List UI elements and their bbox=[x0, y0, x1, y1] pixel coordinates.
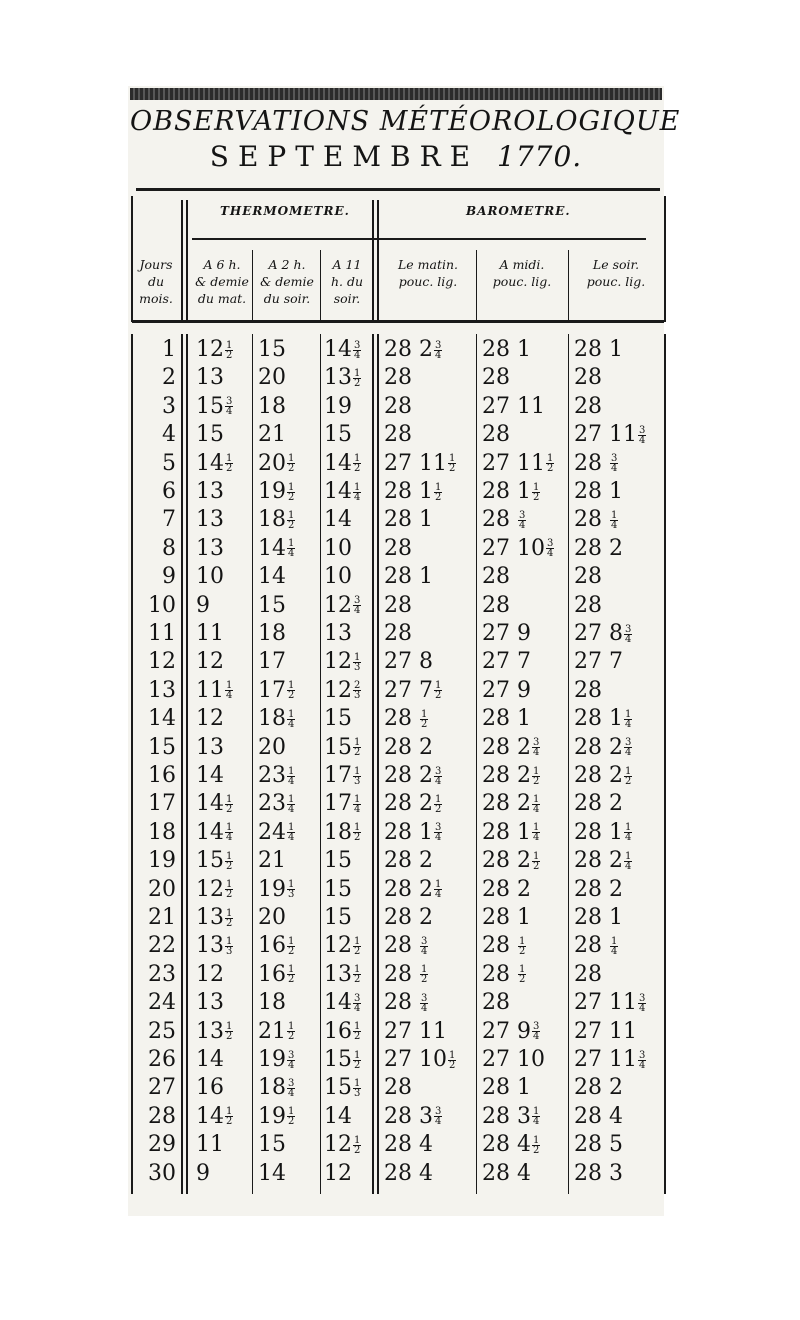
observation-cell: 13 $\frac{1}{3}$ bbox=[196, 933, 233, 959]
column-divider bbox=[131, 196, 133, 322]
day-number: 19 bbox=[148, 848, 176, 874]
column-divider bbox=[320, 334, 321, 1194]
observation-cell: 28 3 bbox=[574, 1160, 623, 1186]
day-number: 16 bbox=[148, 763, 176, 788]
observation-cell: 12 $\frac{1}{2}$ bbox=[324, 1132, 361, 1158]
observation-cell: 14 $\frac{1}{2}$ bbox=[196, 1103, 233, 1129]
observation-cell: 17 $\frac{1}{3}$ bbox=[324, 763, 361, 788]
day-number: 22 bbox=[148, 933, 176, 959]
observation-cell: 28 3 $\frac{1}{4}$ bbox=[482, 1103, 540, 1129]
observation-cell: 28 $\frac{1}{2}$ bbox=[384, 961, 428, 987]
observation-cell: 28 bbox=[574, 393, 602, 419]
observation-cell: 28 1 bbox=[482, 1075, 531, 1101]
observation-cell: 27 7 bbox=[574, 649, 623, 675]
day-number: 29 bbox=[148, 1132, 176, 1158]
observation-cell: 16 bbox=[196, 1075, 224, 1101]
observation-cell: 13 bbox=[196, 734, 224, 760]
column-divider bbox=[476, 334, 477, 1194]
observation-cell: 15 bbox=[324, 848, 352, 874]
observation-cell: 28 2 bbox=[574, 876, 623, 902]
observation-cell: 28 1 $\frac{1}{4}$ bbox=[574, 819, 632, 845]
column-divider bbox=[377, 334, 379, 1194]
page-subtitle bbox=[130, 140, 662, 173]
column-header-bm: Le matin. pouc. lig. bbox=[397, 257, 459, 289]
column-divider bbox=[476, 250, 477, 322]
observation-cell: 28 1 bbox=[384, 507, 433, 533]
observation-cell: 13 $\frac{1}{2}$ bbox=[196, 905, 233, 930]
observation-cell: 28 2 $\frac{1}{2}$ bbox=[574, 763, 632, 788]
observation-cell: 28 2 $\frac{1}{4}$ bbox=[574, 848, 632, 874]
observation-cell: 15 bbox=[324, 905, 352, 930]
observation-cell: 28 1 bbox=[574, 479, 623, 504]
day-number: 21 bbox=[148, 905, 176, 930]
observation-cell: 21 $\frac{1}{2}$ bbox=[258, 1018, 295, 1044]
observation-cell: 18 $\frac{1}{2}$ bbox=[324, 819, 361, 845]
top-border-ornament bbox=[130, 88, 662, 100]
observation-cell: 28 bbox=[482, 365, 510, 391]
observation-cell: 27 10 bbox=[482, 1047, 545, 1072]
observation-cell: 15 bbox=[196, 422, 224, 448]
year-label: 1770. bbox=[497, 140, 583, 173]
observation-cell: 19 bbox=[324, 393, 352, 419]
observation-cell: 15 bbox=[258, 337, 286, 362]
observation-cell: 13 $\frac{1}{2}$ bbox=[196, 1018, 233, 1044]
observation-cell: 27 11 bbox=[482, 393, 545, 419]
observation-cell: 28 1 $\frac{1}{2}$ bbox=[482, 479, 540, 504]
observation-cell: 15 $\frac{1}{2}$ bbox=[196, 848, 233, 874]
observation-cell: 20 bbox=[258, 734, 286, 760]
observation-cell: 16 $\frac{1}{2}$ bbox=[258, 961, 295, 987]
column-divider bbox=[181, 200, 183, 322]
column-divider bbox=[568, 334, 569, 1194]
column-divider bbox=[664, 196, 666, 322]
observation-cell: 28 bbox=[384, 592, 412, 618]
observation-cell: 15 $\frac{1}{2}$ bbox=[324, 1047, 361, 1072]
observation-cell: 18 $\frac{1}{4}$ bbox=[258, 706, 295, 732]
observation-cell: 18 bbox=[258, 990, 286, 1016]
observation-cell: 12 $\frac{1}{2}$ bbox=[196, 876, 233, 902]
observation-cell: 14 bbox=[196, 763, 224, 788]
observation-cell: 18 bbox=[258, 621, 286, 646]
observation-cell: 15 bbox=[324, 422, 352, 448]
page-title: OBSERVATIONS MÉTÉOROLOGIQUE bbox=[130, 106, 681, 137]
observation-cell: 28 $\frac{3}{4}$ bbox=[384, 933, 428, 959]
observation-cell: 19 $\frac{1}{3}$ bbox=[258, 876, 295, 902]
day-number: 27 bbox=[148, 1075, 176, 1101]
observation-cell: 28 1 bbox=[384, 564, 433, 590]
observation-cell: 12 bbox=[324, 1160, 352, 1186]
observation-cell: 28 1 bbox=[482, 337, 531, 362]
observation-cell: 28 $\frac{3}{4}$ bbox=[574, 450, 618, 476]
observation-cell: 27 11 bbox=[384, 1018, 447, 1044]
observation-cell: 14 $\frac{3}{4}$ bbox=[324, 337, 361, 362]
observation-cell: 17 bbox=[258, 649, 286, 675]
column-header-t6: A 6 h. & demie du mat. bbox=[195, 257, 249, 306]
observation-cell: 27 8 $\frac{3}{4}$ bbox=[574, 621, 632, 646]
observation-cell: 28 2 $\frac{1}{4}$ bbox=[384, 876, 442, 902]
observation-cell: 14 $\frac{3}{4}$ bbox=[324, 990, 361, 1016]
observation-cell: 11 bbox=[196, 621, 224, 646]
observation-cell: 28 $\frac{1}{2}$ bbox=[482, 933, 526, 959]
observation-cell: 28 2 $\frac{1}{2}$ bbox=[482, 848, 540, 874]
day-number: 11 bbox=[148, 621, 176, 646]
observation-cell: 14 $\frac{1}{4}$ bbox=[196, 819, 233, 845]
observation-cell: 27 11 $\frac{3}{4}$ bbox=[574, 422, 646, 448]
day-number: 8 bbox=[162, 535, 176, 561]
observation-cell: 28 2 bbox=[574, 791, 623, 817]
observation-cell: 9 bbox=[196, 1160, 210, 1186]
observation-cell: 27 7 bbox=[482, 649, 531, 675]
column-header-t2: A 2 h. & demie du soir. bbox=[260, 257, 314, 306]
observation-cell: 13 bbox=[196, 479, 224, 504]
observation-cell: 28 1 $\frac{1}{4}$ bbox=[482, 819, 540, 845]
day-number: 25 bbox=[148, 1018, 176, 1044]
observation-cell: 18 $\frac{1}{2}$ bbox=[258, 507, 295, 533]
observation-cell: 28 1 bbox=[482, 706, 531, 732]
day-number: 7 bbox=[162, 507, 176, 533]
observation-cell: 28 bbox=[384, 535, 412, 561]
observation-cell: 9 bbox=[196, 592, 210, 618]
observation-cell: 14 $\frac{1}{4}$ bbox=[324, 479, 361, 504]
observation-cell: 28 2 $\frac{3}{4}$ bbox=[384, 337, 442, 362]
observation-cell: 28 $\frac{1}{2}$ bbox=[482, 961, 526, 987]
observation-cell: 21 bbox=[258, 848, 286, 874]
observation-cell: 28 4 bbox=[384, 1160, 433, 1186]
day-number: 12 bbox=[148, 649, 176, 675]
observation-cell: 23 $\frac{1}{4}$ bbox=[258, 791, 295, 817]
observation-cell: 13 bbox=[196, 535, 224, 561]
observation-cell: 28 1 $\frac{1}{2}$ bbox=[384, 479, 442, 504]
observation-cell: 28 2 $\frac{1}{2}$ bbox=[384, 791, 442, 817]
observation-cell: 28 1 bbox=[574, 337, 623, 362]
observation-cell: 28 bbox=[574, 961, 602, 987]
column-divider bbox=[664, 334, 666, 1194]
observation-cell: 19 $\frac{3}{4}$ bbox=[258, 1047, 295, 1072]
observation-cell: 28 $\frac{3}{4}$ bbox=[384, 990, 428, 1016]
observation-cell: 14 $\frac{1}{2}$ bbox=[196, 450, 233, 476]
observation-cell: 28 3 $\frac{3}{4}$ bbox=[384, 1103, 442, 1129]
column-divider bbox=[131, 334, 133, 1194]
column-divider bbox=[181, 334, 183, 1194]
observation-cell: 28 4 bbox=[384, 1132, 433, 1158]
observation-cell: 28 bbox=[482, 592, 510, 618]
observation-cell: 28 bbox=[574, 365, 602, 391]
day-number: 28 bbox=[148, 1103, 176, 1129]
observation-cell: 14 $\frac{1}{2}$ bbox=[324, 450, 361, 476]
observation-cell: 15 $\frac{1}{2}$ bbox=[324, 734, 361, 760]
observation-cell: 27 11 $\frac{1}{2}$ bbox=[482, 450, 554, 476]
day-number: 3 bbox=[162, 393, 176, 419]
observation-cell: 13 $\frac{1}{2}$ bbox=[324, 961, 361, 987]
observation-cell: 14 $\frac{1}{4}$ bbox=[258, 535, 295, 561]
observation-cell: 14 $\frac{1}{2}$ bbox=[196, 791, 233, 817]
observation-cell: 20 bbox=[258, 365, 286, 391]
observation-cell: 12 bbox=[196, 706, 224, 732]
day-number: 14 bbox=[148, 706, 176, 732]
observation-cell: 12 bbox=[196, 961, 224, 987]
day-number: 23 bbox=[148, 961, 176, 987]
column-header-bmid: A midi. pouc. lig. bbox=[492, 257, 552, 289]
observation-cell: 27 8 bbox=[384, 649, 433, 675]
observation-cell: 12 $\frac{1}{2}$ bbox=[196, 337, 233, 362]
observation-cell: 28 1 $\frac{3}{4}$ bbox=[384, 819, 442, 845]
day-number: 2 bbox=[162, 365, 176, 391]
column-divider bbox=[372, 200, 374, 322]
day-number: 15 bbox=[148, 734, 176, 760]
observation-cell: 14 bbox=[258, 564, 286, 590]
observation-cell: 28 2 bbox=[384, 734, 433, 760]
observation-cell: 28 bbox=[482, 564, 510, 590]
day-number: 24 bbox=[148, 990, 176, 1016]
observation-cell: 10 bbox=[196, 564, 224, 590]
column-header-bs: Le soir. pouc. lig. bbox=[586, 257, 646, 289]
observation-cell: 17 $\frac{1}{2}$ bbox=[258, 677, 295, 703]
observation-cell: 28 bbox=[384, 1075, 412, 1101]
day-number: 5 bbox=[162, 450, 176, 476]
observation-cell: 28 4 $\frac{1}{2}$ bbox=[482, 1132, 540, 1158]
observation-cell: 15 bbox=[324, 876, 352, 902]
group-rule bbox=[192, 238, 646, 240]
observation-cell: 27 11 $\frac{1}{2}$ bbox=[384, 450, 456, 476]
observation-cell: 10 bbox=[324, 535, 352, 561]
observation-cell: 28 bbox=[482, 422, 510, 448]
observation-cell: 15 bbox=[324, 706, 352, 732]
day-number: 26 bbox=[148, 1047, 176, 1072]
day-number: 10 bbox=[148, 592, 176, 618]
observation-cell: 28 4 bbox=[482, 1160, 531, 1186]
observation-cell: 27 9 bbox=[482, 621, 531, 646]
observation-cell: 12 bbox=[196, 649, 224, 675]
observation-cell: 15 bbox=[258, 1132, 286, 1158]
observation-cell: 18 $\frac{3}{4}$ bbox=[258, 1075, 295, 1101]
observation-cell: 13 bbox=[196, 365, 224, 391]
observation-cell: 28 $\frac{3}{4}$ bbox=[482, 507, 526, 533]
observation-cell: 28 2 bbox=[574, 1075, 623, 1101]
column-divider bbox=[568, 250, 569, 322]
day-number: 6 bbox=[162, 479, 176, 504]
day-number: 1 bbox=[162, 337, 176, 362]
day-number: 9 bbox=[162, 564, 176, 590]
observation-cell: 23 $\frac{1}{4}$ bbox=[258, 763, 295, 788]
observation-cell: 28 2 $\frac{3}{4}$ bbox=[384, 763, 442, 788]
column-header-jour: Jours du mois. bbox=[139, 257, 173, 306]
observation-cell: 16 $\frac{1}{2}$ bbox=[324, 1018, 361, 1044]
observation-cell: 15 $\frac{3}{4}$ bbox=[196, 393, 233, 419]
observation-cell: 28 bbox=[384, 393, 412, 419]
day-number: 20 bbox=[148, 876, 176, 902]
observation-cell: 28 1 bbox=[574, 905, 623, 930]
observation-cell: 18 bbox=[258, 393, 286, 419]
observation-cell: 24 $\frac{1}{4}$ bbox=[258, 819, 295, 845]
observation-cell: 28 $\frac{1}{4}$ bbox=[574, 933, 618, 959]
observation-cell: 28 bbox=[384, 365, 412, 391]
observation-cell: 16 $\frac{1}{2}$ bbox=[258, 933, 295, 959]
day-number: 17 bbox=[148, 791, 176, 817]
observation-cell: 12 $\frac{1}{2}$ bbox=[324, 933, 361, 959]
observation-cell: 28 $\frac{1}{4}$ bbox=[574, 507, 618, 533]
column-divider bbox=[320, 250, 321, 322]
observation-cell: 15 $\frac{1}{3}$ bbox=[324, 1075, 361, 1101]
observation-cell: 28 bbox=[574, 677, 602, 703]
day-number: 30 bbox=[148, 1160, 176, 1186]
header-rule-bottom bbox=[132, 320, 664, 323]
column-divider bbox=[372, 334, 374, 1194]
observation-cell: 20 bbox=[258, 905, 286, 930]
observation-cell: 14 bbox=[258, 1160, 286, 1186]
day-number: 4 bbox=[162, 422, 176, 448]
observation-cell: 28 2 bbox=[482, 876, 531, 902]
day-number: 13 bbox=[148, 677, 176, 703]
header-rule-top bbox=[136, 188, 660, 191]
group-label-thermometre: THERMOMETRE. bbox=[220, 204, 350, 218]
column-header-t11: A 11 h. du soir. bbox=[330, 257, 364, 306]
observation-cell: 28 bbox=[574, 592, 602, 618]
observation-cell: 19 $\frac{1}{2}$ bbox=[258, 479, 295, 504]
column-divider bbox=[252, 334, 253, 1194]
observation-cell: 28 2 bbox=[384, 905, 433, 930]
observation-cell: 27 11 $\frac{3}{4}$ bbox=[574, 990, 646, 1016]
observation-cell: 19 $\frac{1}{2}$ bbox=[258, 1103, 295, 1129]
observation-cell: 13 bbox=[196, 990, 224, 1016]
observation-cell: 27 9 bbox=[482, 677, 531, 703]
observation-cell: 28 2 bbox=[384, 848, 433, 874]
observation-cell: 21 bbox=[258, 422, 286, 448]
column-divider bbox=[252, 250, 253, 322]
column-divider bbox=[377, 200, 379, 322]
observation-cell: 17 $\frac{1}{4}$ bbox=[324, 791, 361, 817]
observation-cell: 11 bbox=[196, 1132, 224, 1158]
observation-cell: 12 $\frac{1}{3}$ bbox=[324, 649, 361, 675]
group-label-barometre: BAROMETRE. bbox=[466, 204, 571, 218]
observation-cell: 28 2 bbox=[574, 535, 623, 561]
observation-cell: 28 2 $\frac{3}{4}$ bbox=[482, 734, 540, 760]
observation-cell: 27 9 $\frac{3}{4}$ bbox=[482, 1018, 540, 1044]
observation-cell: 28 $\frac{1}{2}$ bbox=[384, 706, 428, 732]
observation-cell: 28 bbox=[384, 621, 412, 646]
observation-cell: 27 10 $\frac{3}{4}$ bbox=[482, 535, 554, 561]
observation-cell: 13 bbox=[196, 507, 224, 533]
observation-cell: 20 $\frac{1}{2}$ bbox=[258, 450, 295, 476]
observation-cell: 28 bbox=[574, 564, 602, 590]
observation-cell: 28 bbox=[384, 422, 412, 448]
observation-cell: 28 1 bbox=[482, 905, 531, 930]
observation-cell: 12 $\frac{3}{4}$ bbox=[324, 592, 361, 618]
observation-cell: 27 11 bbox=[574, 1018, 637, 1044]
observation-cell: 27 11 $\frac{3}{4}$ bbox=[574, 1047, 646, 1072]
observation-cell: 13 bbox=[324, 621, 352, 646]
observation-cell: 15 bbox=[258, 592, 286, 618]
observation-cell: 28 4 bbox=[574, 1103, 623, 1129]
observation-cell: 28 bbox=[482, 990, 510, 1016]
column-divider bbox=[186, 334, 188, 1194]
observation-cell: 28 2 $\frac{1}{2}$ bbox=[482, 763, 540, 788]
observation-cell: 28 2 $\frac{3}{4}$ bbox=[574, 734, 632, 760]
day-number: 18 bbox=[148, 819, 176, 845]
observation-cell: 13 $\frac{1}{2}$ bbox=[324, 365, 361, 391]
column-divider bbox=[186, 200, 188, 322]
observation-cell: 27 10 $\frac{1}{2}$ bbox=[384, 1047, 456, 1072]
observation-cell: 28 2 $\frac{1}{4}$ bbox=[482, 791, 540, 817]
observation-cell: 12 $\frac{2}{3}$ bbox=[324, 677, 361, 703]
observation-cell: 27 7 $\frac{1}{2}$ bbox=[384, 677, 442, 703]
observation-cell: 28 1 $\frac{1}{4}$ bbox=[574, 706, 632, 732]
observation-cell: 28 5 bbox=[574, 1132, 623, 1158]
observation-cell: 14 bbox=[324, 1103, 352, 1129]
observation-cell: 10 bbox=[324, 564, 352, 590]
month-label: SEPTEMBRE bbox=[209, 140, 480, 173]
observation-cell: 14 bbox=[324, 507, 352, 533]
observation-cell: 11 $\frac{1}{4}$ bbox=[196, 677, 233, 703]
observation-cell: 14 bbox=[196, 1047, 224, 1072]
